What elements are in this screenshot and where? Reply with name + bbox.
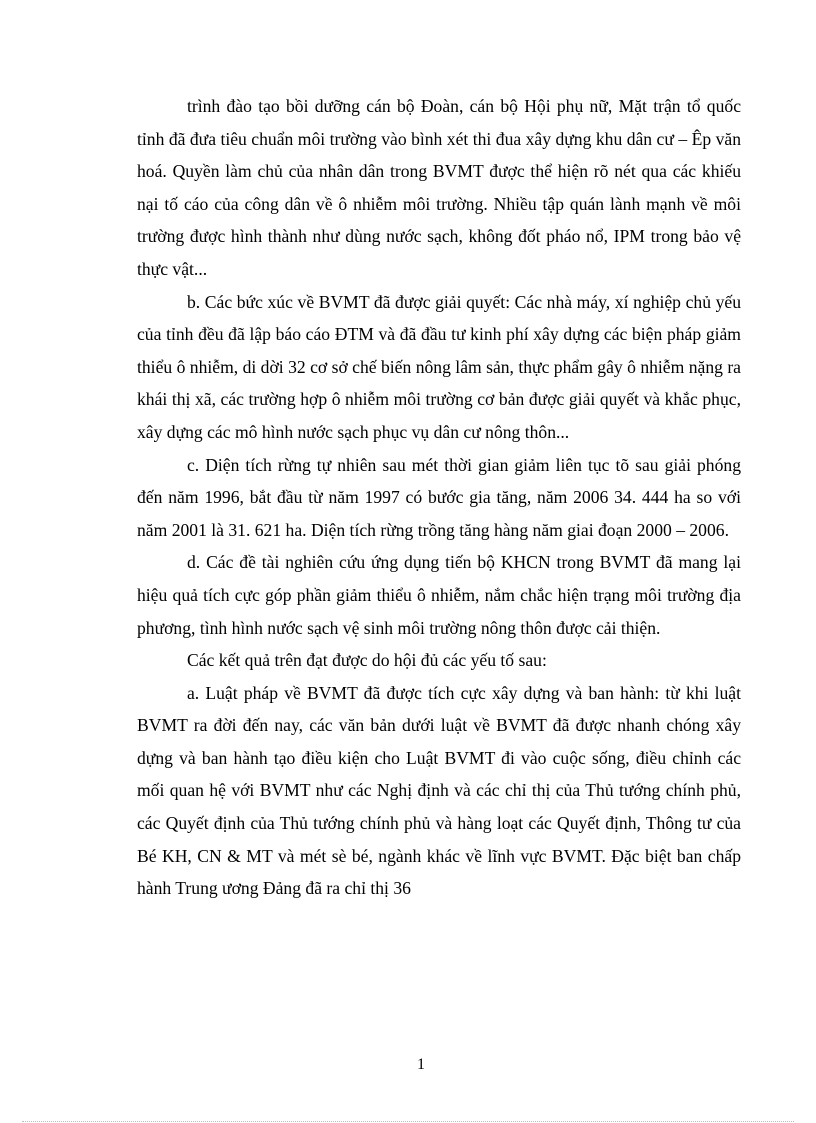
paragraph-b-urgent-issues: b. Các bức xúc về BVMT đã được giải quyết: Các nhà máy, xí nghiệp chủ yếu của tỉnh đều đã lập báo cáo ĐTM và đã đầu tư kinh phí xây dựng các biện pháp giảm thiểu ô nhiễm, di dời 32 cơ sở chế biến nông lâm sản, thực phẩm gây ô nhiễm nặng ra khái thị xã, các trường hợp ô nhiễm môi trường cơ bản được giải quyết và khắc phục, xây dựng các mô hình nước sạch phục vụ dân cư nông thôn... [137,291,741,442]
document-body [137,90,741,905]
paragraph-community-participation: trình đào tạo bồi dưỡng cán bộ Đoàn, cán bộ Hội phụ nữ, Mặt trận tổ quốc tỉnh đã đưa tiêu chuẩn môi trường vào bình xét thi đua xây dựng khu dân cư – Êp văn hoá. Quyền làm chủ của nhân dân trong BVMT được thể hiện rõ nét qua các khiếu nại tố cáo của công dân về ô nhiễm môi trường. Nhiều tập quán lành mạnh về môi trường được hình thành như dùng nước sạch, không đốt pháo nổ, IPM trong bảo vệ thực vật... [137,96,741,279]
paragraph-results-intro: Các kết quả trên đạt được do hội đủ các yếu tố sau: [187,650,547,671]
page-number: 1 [417,1056,425,1073]
page-bottom-divider [22,1121,794,1122]
paragraph-c-forest-area: c. Diện tích rừng tự nhiên sau mét thời gian giảm liên tục tõ sau giải phóng đến năm 1996, bắt đầu từ năm 1997 có bước gia tăng, năm 2006 34. 444 ha so với năm 2001 là 31. 621 ha. Diện tích rừng trồng tăng hàng năm giai đoạn 2000 – 2006. [137,454,741,540]
paragraph-a-legislation: a. Luật pháp về BVMT đã được tích cực xây dựng và ban hành: từ khi luật BVMT ra đời đến nay, các văn bản dưới luật về BVMT đã được nhanh chóng xây dựng và ban hành tạo điều kiện cho Luật BVMT đi vào cuộc sống, điều chỉnh các mối quan hệ với BVMT như các Nghị định và các chỉ thị của Thủ tướng chính phủ, các Quyết định của Thủ tướng chính phủ và hàng loạt các Quyết định, Thông tư của Bé KH, CN & MT và mét sè bé, ngành khác về lĩnh vực BVMT. Đặc biệt ban chấp hành Trung ương Đảng đã ra chỉ thị 36 [137,682,741,899]
paragraph-d-research-topics: d. Các đề tài nghiên cứu ứng dụng tiến bộ KHCN trong BVMT đã mang lại hiệu quả tích cực góp phần giảm thiểu ô nhiễm, nắm chắc hiện trạng môi trường địa phương, tình hình nước sạch vệ sinh môi trường nông thôn được cải thiện. [137,552,741,638]
